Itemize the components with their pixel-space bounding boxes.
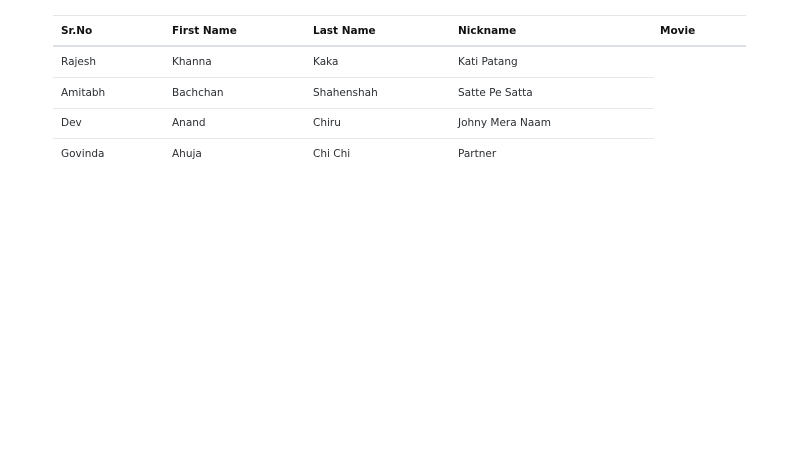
cell-nickname: Satte Pe Satta bbox=[458, 87, 533, 99]
table-row bbox=[53, 139, 654, 169]
cell-first-name: Khanna bbox=[172, 56, 212, 68]
cell-sr-no: Rajesh bbox=[61, 56, 97, 68]
cell-first-name: Bachchan bbox=[172, 87, 224, 99]
cell-last-name: Chiru bbox=[313, 117, 341, 129]
table-row bbox=[53, 108, 654, 139]
column-header-first-name: First Name bbox=[172, 24, 237, 37]
table-row bbox=[53, 78, 654, 109]
table-header-row bbox=[53, 16, 746, 47]
column-header-nickname: Nickname bbox=[458, 24, 517, 37]
column-header-last-name: Last Name bbox=[313, 24, 376, 37]
column-header-sr-no: Sr.No bbox=[61, 24, 93, 37]
cell-first-name: Ahuja bbox=[172, 148, 202, 160]
cell-sr-no: Amitabh bbox=[61, 87, 106, 99]
cell-sr-no: Dev bbox=[61, 117, 82, 129]
column-header-movie: Movie bbox=[660, 24, 696, 37]
cell-sr-no: Govinda bbox=[61, 148, 105, 160]
cell-last-name: Chi Chi bbox=[313, 148, 351, 160]
cell-nickname: Kati Patang bbox=[458, 56, 518, 68]
cell-nickname: Partner bbox=[458, 148, 497, 160]
cell-last-name: Shahenshah bbox=[313, 87, 378, 99]
table-row bbox=[53, 47, 654, 78]
cell-first-name: Anand bbox=[172, 117, 206, 129]
cell-nickname: Johny Mera Naam bbox=[458, 117, 551, 129]
cell-last-name: Kaka bbox=[313, 56, 339, 68]
